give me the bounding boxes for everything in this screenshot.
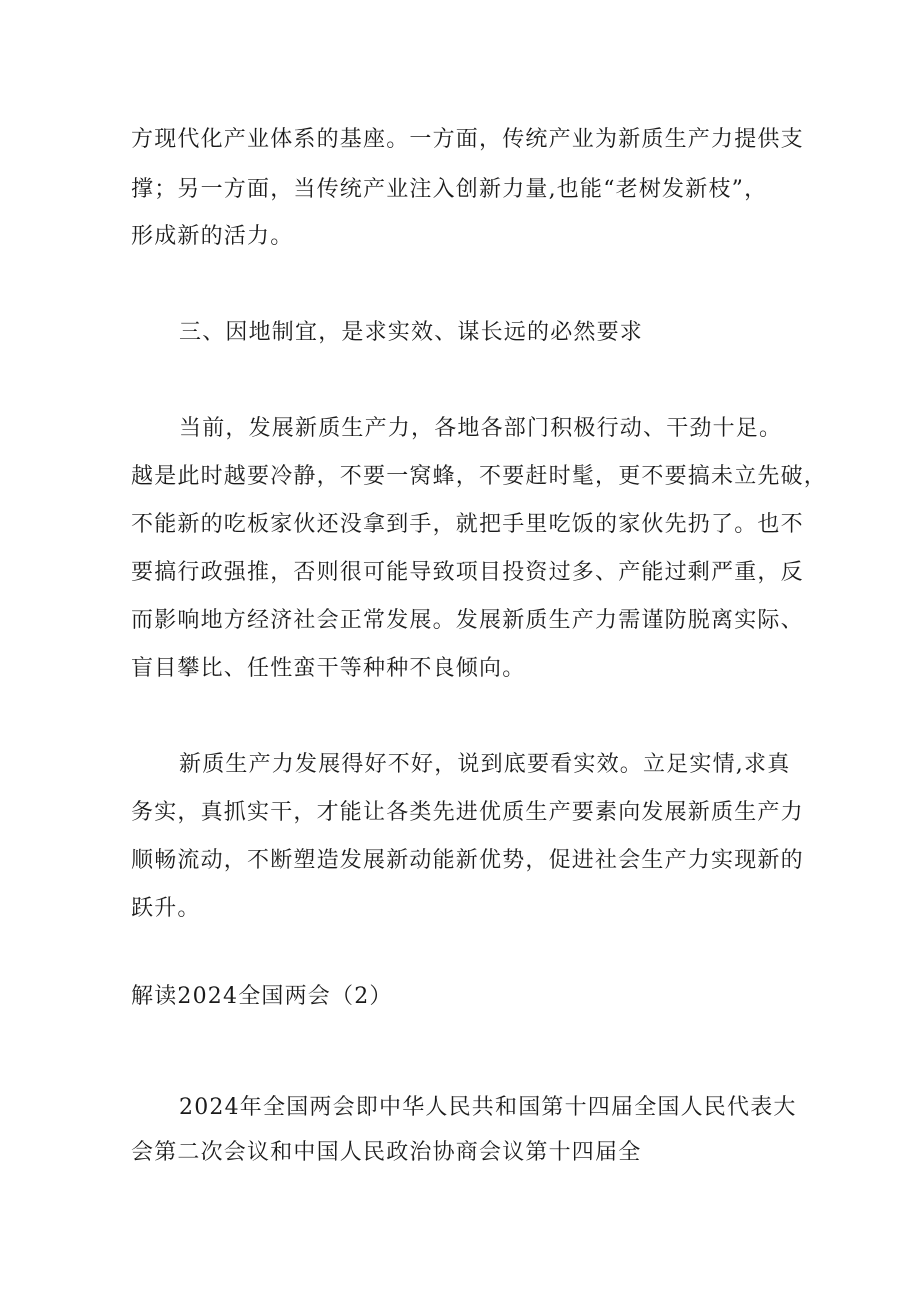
paragraph-3-line-1: 新质生产力发展得好不好，说到底要看实效。立足实情,求真	[179, 752, 791, 777]
paragraph-1-line-1: 方现代化产业体系的基座。一方面，传统产业为新质生产力提供支	[131, 127, 804, 152]
paragraph-2-line-2: 越是此时越要冷静，不要一窝蜂，不要赶时髦，更不要搞未立先破，	[131, 464, 828, 489]
paragraph-3-line-3: 顺畅流动，不断塑造发展新动能新优势，促进社会生产力实现新的	[131, 848, 804, 873]
paragraph-2-line-1: 当前，发展新质生产力，各地各部门积极行动、干劲十足。	[179, 416, 783, 441]
paragraph-4-line-2: 会第二次会议和中国人民政治协商会议第十四届全	[131, 1140, 642, 1165]
paragraph-1-line-3: 形成新的活力。	[131, 224, 294, 249]
paragraph-2-line-4: 要搞行政强推，否则很可能导致项目投资过多、产能过剩严重，反	[131, 560, 804, 585]
paragraph-2-line-6: 盲目攀比、任性蛮干等种种不良倾向。	[131, 656, 526, 681]
section-title: 解读2024全国两会（2）	[131, 984, 393, 1009]
paragraph-4-line-1: 2024年全国两会即中华人民共和国第十四届全国人民代表大	[179, 1095, 797, 1120]
section-heading-3: 三、因地制宜，是求实效、谋长远的必然要求	[179, 320, 644, 345]
paragraph-3-line-2: 务实，真抓实干，才能让各类先进优质生产要素向发展新质生产力	[131, 800, 804, 825]
paragraph-1-line-2: 撑；另一方面，当传统产业注入创新力量,也能“老树发新枝”，	[131, 177, 768, 202]
paragraph-2-line-5: 而影响地方经济社会正常发展。发展新质生产力需谨防脱离实际、	[131, 608, 804, 633]
paragraph-3-line-4: 跃升。	[131, 896, 201, 921]
paragraph-2-line-3: 不能新的吃板家伙还没拿到手，就把手里吃饭的家伙先扔了。也不	[131, 512, 804, 537]
